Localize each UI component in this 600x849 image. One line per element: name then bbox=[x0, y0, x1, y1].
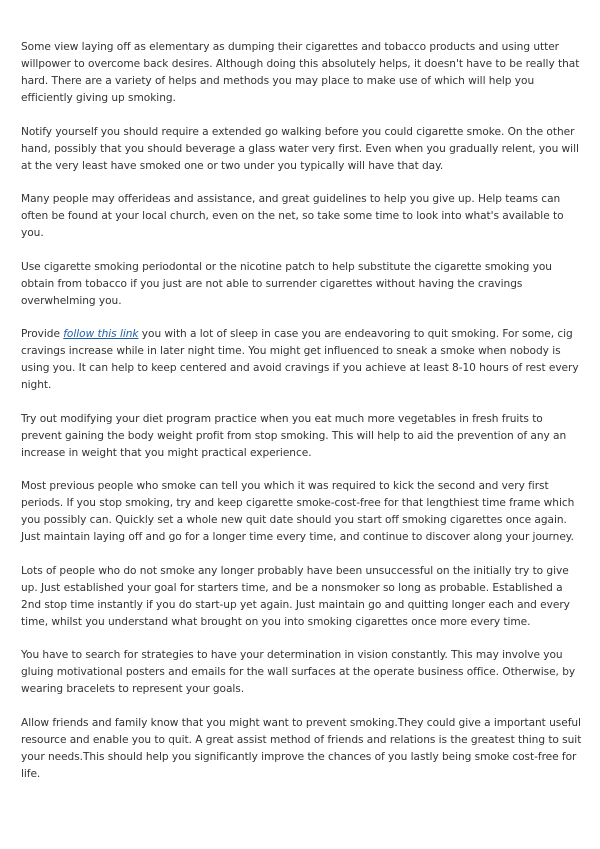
paragraph-8: Lots of people who do not smoke any longer probably have been unsuccessful on the initially try to give up. Just established your goal for starters time, and be a nonsmoker so long as probable. Established a 2nd stop time instantly if you do start-up yet again. Just maintain go and quitting longer each and every time, whilst you understand what brought on you into smoking cigarettes once more every time. bbox=[21, 564, 570, 628]
paragraph-5-lead: Provide bbox=[21, 328, 64, 340]
paragraph-6: Try out modifying your diet program practice when you eat much more vegetables in fresh fruits to prevent gaining the body weight profit from stop smoking. This will help to aid the prevention of any an increase in weight that you might practical experience. bbox=[21, 412, 567, 459]
paragraph-1: Some view laying off as elementary as dumping their cigarettes and tobacco products and using utter willpower to overcome back desires. Although doing this absolutely helps, it doesn't have to be really that hard. There are a variety of helps and methods you may place to make use of which will help you efficiently giving up smoking. bbox=[21, 41, 580, 104]
follow-this-link[interactable]: follow this link bbox=[63, 328, 139, 340]
paragraph-3: Many people may offerideas and assistance, and great guidelines to help you give up. Help teams can often be found at your local church, even on the net, so take some time to look into what's available to you. bbox=[21, 193, 564, 239]
paragraph-5 bbox=[21, 326, 583, 394]
paragraph-10: Allow friends and family know that you might want to prevent smoking.They could give a important useful resource and enable you to quit. A great assist method of friends and relations is the greatest thing to suit your needs.This should help you significantly improve the chances of you lastly being smoke cost-free for life. bbox=[21, 716, 582, 780]
paragraph-9: You have to search for strategies to have your determination in vision constantly. This may involve you gluing motivational posters and emails for the wall surfaces at the operate business office. Otherwise, by wearing bracelets to represent your goals. bbox=[21, 649, 576, 695]
article-body bbox=[21, 39, 583, 799]
paragraph-2: Notify yourself you should require a extended go walking before you could cigarette smoke. On the other hand, possibly that you should beverage a glass water very first. Even when you gradually relent, you will at the very least have smoked one or two under you typically will have that day. bbox=[21, 125, 579, 172]
paragraph-4: Use cigarette smoking periodontal or the nicotine patch to help substitute the cigarette smoking you obtain from tobacco if you just are not able to surrender cigarettes without having the cravings overwhelming you. bbox=[21, 260, 552, 307]
paragraph-7: Most previous people who smoke can tell you which it was required to kick the second and very first periods. If you stop smoking, try and keep cigarette smoke-cost-free for that lengthiest time frame which you possibly can. Quickly set a whole new quit date should you start off smoking cigarettes once again. Just maintain laying off and go for a longer time every time, and continue to discover along your journey. bbox=[21, 480, 575, 543]
paragraph-5-rest: you with a lot of sleep in case you are endeavoring to quit smoking. For some, cig cravings increase while in later night time. You might get influenced to sneak a smoke when nobody is using you. It can help to keep centered and avoid cravings if you achieve at least 8-10 hours of rest every night. bbox=[21, 328, 579, 391]
